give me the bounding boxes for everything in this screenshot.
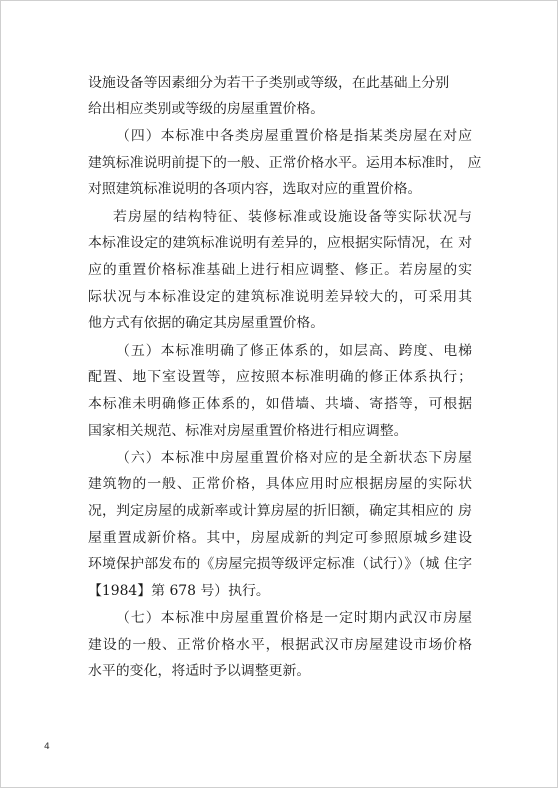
paragraph-line: （七）本标准中房屋重置价格是一定时期内武汉市房屋 — [116, 610, 472, 626]
paragraph-line: 对照建筑标准说明的各项内容，选取对应的重置价格。 — [88, 181, 422, 197]
paragraph-line: 设施设备等因素细分为若干子类别或等级，在此基础上分别 — [88, 75, 450, 91]
paragraph-line: （五）本标准明确了修正体系的，如层高、跨度、电梯 — [116, 343, 472, 359]
page-number: 4 — [44, 742, 50, 752]
paragraph-line: 他方式有依据的确定其房屋重置价格。 — [88, 315, 325, 331]
paragraph-line: 况，判定房屋的成新率或计算房屋的折旧额，确定其相应的 房 — [88, 503, 472, 519]
paragraph-line: （六）本标准中房屋重置价格对应的是全新状态下房屋 — [116, 450, 472, 466]
paragraph-line: 应的重置价格标准基础上进行相应调整、修正。若房屋的实 — [88, 262, 472, 278]
paragraph-line: 建设的一般、正常价格水平，根据武汉市房屋建设市场价格 — [88, 637, 472, 653]
paragraph-line: 配置、地下室设置等，应按照本标准明确的修正体系执行； — [88, 369, 472, 385]
paragraph-line: 建筑物的一般、正常价格，具体应用时应根据房屋的实际状 — [88, 476, 472, 492]
paragraph-line: 际状况与本标准设定的建筑标准说明差异较大的，可采用其 — [88, 289, 472, 305]
paragraph-line: （四）本标准中各类房屋重置价格是指某类房屋在对应 — [116, 128, 472, 144]
paragraph-line: 屋重置成新价格。其中，房屋成新的判定可参照原城乡建设 — [88, 530, 472, 546]
paragraph-line: 建筑标准说明前提下的一般、正常价格水平。运用本标准时， 应 — [88, 155, 482, 171]
paragraph-line: 水平的变化，将适时予以调整更新。 — [88, 663, 311, 679]
paragraph-line: 国家相关规范、标准对房屋重置价格进行相应调整。 — [88, 423, 408, 439]
paragraph-line: 给出相应类别或等级的房屋重置价格。 — [88, 101, 325, 117]
paragraph-line: 若房屋的结构特征、装修标准或设施设备等实际状况与 — [113, 209, 472, 225]
paragraph-line: 本标准未明确修正体系的，如借墙、共墙、寄搭等，可根据 — [88, 396, 472, 412]
paragraph-line: 本标准设定的建筑标准说明有差异的，应根据实际情况，在 对 — [88, 235, 472, 251]
paragraph-line: 环境保护部发布的《房屋完损等级评定标准（试行）》（城 住字 — [88, 556, 472, 572]
paragraph-line: 【1984】第 678 号）执行。 — [88, 583, 270, 599]
